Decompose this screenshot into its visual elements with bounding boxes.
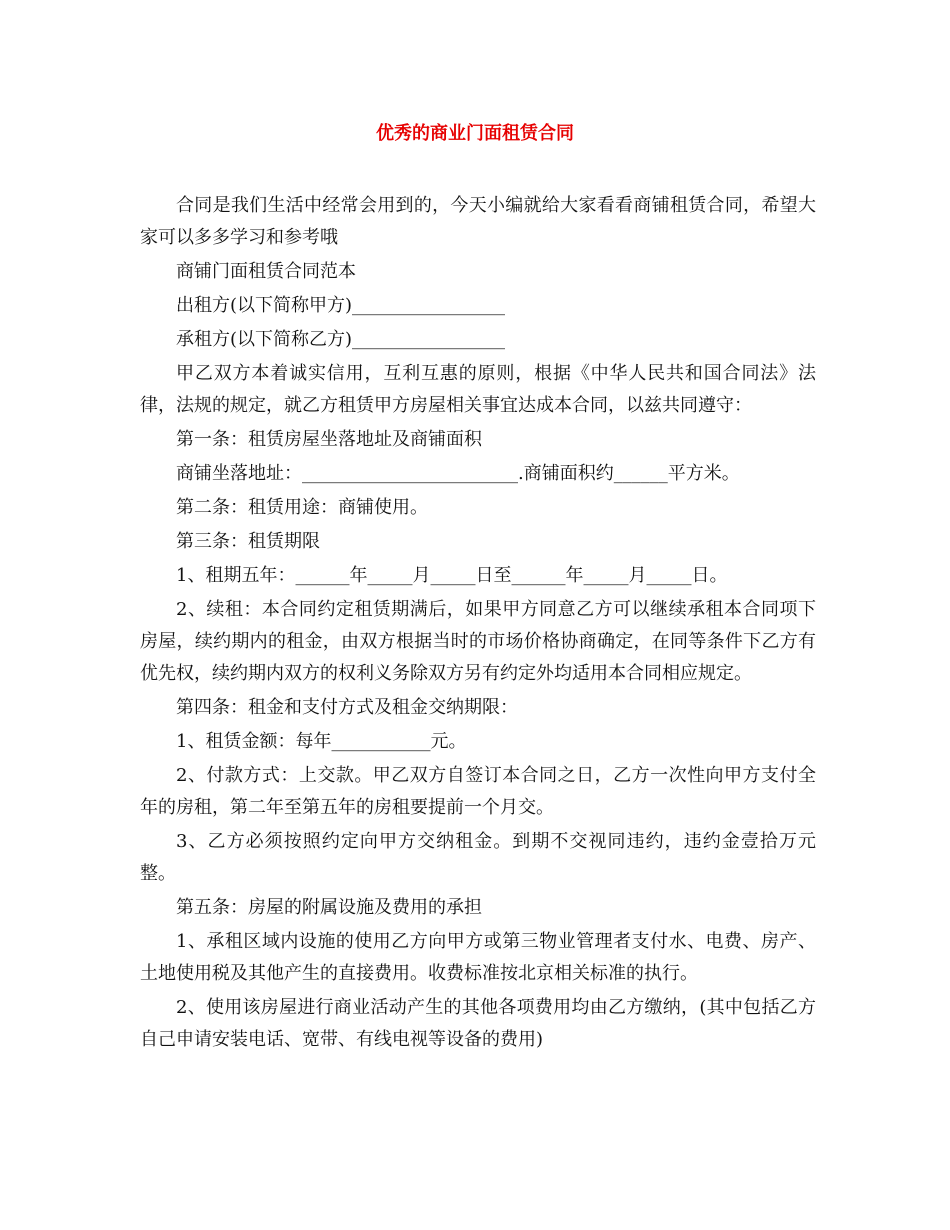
paragraph-article-5: 第五条：房屋的附属设施及费用的承担 — [176, 897, 482, 918]
paragraph-preamble: 甲乙双方本着诚实信用，互利互惠的原则，根据《中华人民共和国合同法》法律，法规的规定，就乙方租赁甲方房屋相关事宜达成本合同，以兹共同遵守： — [140, 363, 816, 416]
document-title: 优秀的商业门面租赁合同 — [376, 123, 574, 144]
paragraph-renewal: 2、续租：本合同约定租赁期满后，如果甲方同意乙方可以继续承租本合同项下房屋，续约期内的租金，由双方根据当时的市场价格协商确定，在同等条件下乙方有优先权，续约期内双方的权利义务除双方另有约定外均适用本合同相应规定。 — [140, 599, 816, 684]
paragraph-payment-method: 2、付款方式：上交款。甲乙双方自签订本合同之日，乙方一次性向甲方支付全年的房租，第二年至第五年的房租要提前一个月交。 — [140, 765, 816, 818]
paragraph-article-3: 第三条：租赁期限 — [176, 531, 320, 552]
paragraph-article-1: 第一条：租赁房屋坐落地址及商铺面积 — [176, 429, 482, 450]
paragraph-article-2: 第二条：租赁用途：商铺使用。 — [176, 497, 428, 518]
paragraph-article-4: 第四条：租金和支付方式及租金交纳期限： — [176, 697, 518, 718]
contract-body — [140, 190, 816, 1058]
paragraph-address-area: 商铺坐落地址：________________________.商铺面积约______平方米。 — [176, 463, 740, 484]
paragraph-lessor: 出租方(以下简称甲方)_________________ — [176, 295, 506, 316]
paragraph-late-penalty: 3、乙方必须按照约定向甲方交纳租金。到期不交视同违约，违约金壹拾万元整。 — [140, 831, 816, 884]
paragraph-term: 1、租期五年：______年_____月_____日至______年_____月_____日。 — [176, 565, 728, 586]
paragraph-facility-fees: 1、承租区域内设施的使用乙方向甲方或第三物业管理者支付水、电费、房产、土地使用税及其他产生的直接费用。收费标准按北京相关标准的执行。 — [140, 931, 816, 984]
paragraph-intro: 合同是我们生活中经常会用到的，今天小编就给大家看看商铺租赁合同，希望大家可以多多学习和参考哦 — [140, 195, 816, 248]
paragraph-template-heading: 商铺门面租赁合同范本 — [176, 261, 356, 282]
paragraph-rent-amount: 1、租赁金额：每年___________元。 — [176, 731, 467, 752]
paragraph-other-fees: 2、使用该房屋进行商业活动产生的其他各项费用均由乙方缴纳，(其中包括乙方自己申请安装电话、宽带、有线电视等设备的费用) — [140, 997, 816, 1050]
paragraph-lessee: 承租方(以下简称乙方)_________________ — [176, 329, 506, 350]
